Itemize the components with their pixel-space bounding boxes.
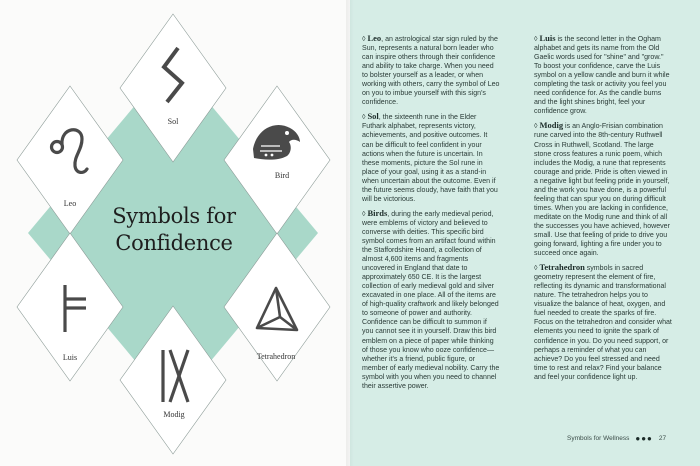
label-bird: Bird [274, 171, 290, 180]
entry-text: is an Anglo-Frisian combination rune carved into the 8th-century Ruthwell Cross in Ruthwell, Scotland. The large stone cross features a runic poem, which includes the Modig, a rune that represents courage and pride. Pride is often viewed in a negative light but feeling pride in yourself, and the work you have done, is a powerful feeling that can spur you on during difficult times. When you are lacking in confidence, meditate on the Modig rune and think of all the successes you have achieved, however small. Use that feeling of pride to drive you going forward, lighting a fire under you to succeed once again. [534, 123, 670, 258]
entry-sol [362, 112, 500, 203]
entry-modig [534, 121, 672, 258]
entry-text: symbols in sacred geometry represent the element of fire, reflecting its dynamic and transformational nature. The tetrahedron helps you to visualize the balance of heat, oxygen, and fuel needed to create the sparks of fire. Focus on the tetrahedron and consider what elements you need to ignite the spark of confidence in you. Do you need support, or perhaps a reminder of what you can achieve? Do you feel stressed and need time to rest and relax? Find your balance and feel your confidence light up. [534, 265, 672, 381]
entry-text: , an astrological star sign ruled by the Sun, represents a natural born leader who can inspire others through their confidence and ability to take charge. When you need to bolster yourself as a leader, or when working with others, carry the symbol of Leo on you to imbue yourself with this sign's confidence. [362, 36, 500, 107]
entry-luis [534, 34, 672, 116]
entry-text: , during the early medieval period, were emblems of victory and believed to converse with deities. This specific bird symbol comes from an artifact found within the Staffordshire Hoard, a collection of almost 4,600 items and fragments uncovered in England that date to approximately 650 CE. It is the largest collection of early medieval gold and silver excavated in one place. All of the items are of high-quality craftwork and likely belonged to someone of power and authority. Confidence can be difficult to summon if you cannot see it in yourself. Draw this bird emblem on a piece of paper while thinking of those you know who ooze confidence—whether it's a friend, public figure, or member of early medieval nobility. Carry the symbol with you when you need to channel their assertive power. [362, 210, 500, 390]
label-luis: Luis [62, 353, 78, 362]
diamond-bullet-icon: ◊ [534, 123, 540, 131]
entry-term: Luis [539, 33, 556, 43]
label-sol: Sol [167, 117, 179, 126]
entry-birds [362, 209, 500, 391]
title-line-2: Confidence [115, 231, 233, 255]
running-head: Symbols for Wellness [567, 435, 630, 442]
diamond-bullet-icon: ◊ [534, 36, 540, 43]
entry-text: , the sixteenth rune in the Elder Futhark alphabet, represents victory, achievements, and positive outcomes. It can be difficult to feel confident in your actions when the future is uncertain. In these moments, picture the Sol rune in place of your goal, using it as a stand-in when uncertain about the outcome. Even if the future seems cloudy, have faith that you will be victorious. [362, 114, 498, 203]
text-column-2 [534, 34, 672, 387]
book-gutter [346, 0, 354, 466]
entry-term: Sol [367, 111, 379, 122]
entry-term: Modig [539, 120, 564, 131]
page-title [95, 203, 253, 257]
entry-leo [362, 34, 500, 107]
entry-tetrahedron [534, 263, 672, 382]
entry-term: Birds [367, 207, 388, 218]
title-line-1: Symbols for [112, 204, 236, 228]
diamond-bullet-icon: ◊ [534, 265, 540, 273]
right-page [350, 0, 700, 466]
text-column-1 [362, 34, 500, 396]
page-footer [567, 434, 666, 443]
diamond-bullet-icon: ◊ [362, 114, 368, 122]
diamond-bullet-icon: ◊ [362, 36, 368, 43]
entry-text: is the second letter in the Ogham alphabet and gets its name from the Old Gaelic words used for "shine" and "grow." To boost your confidence, carve the Luis symbol on a yellow candle and burn it while completing the task or activity you feel you need confidence for. As the candle burns and the light shines bright, feel your confidence grow. [534, 36, 670, 116]
diamond-bullet-icon: ◊ [362, 210, 368, 218]
label-leo: Leo [63, 199, 77, 208]
entry-term: Leo [367, 33, 382, 43]
dots-ornament-icon: ●●● [635, 434, 653, 443]
label-modig: Modig [163, 410, 185, 419]
label-tetrahedron: Tetrahedron [256, 352, 296, 361]
entry-term: Tetrahedron [539, 262, 585, 273]
page-number: 27 [658, 435, 667, 442]
